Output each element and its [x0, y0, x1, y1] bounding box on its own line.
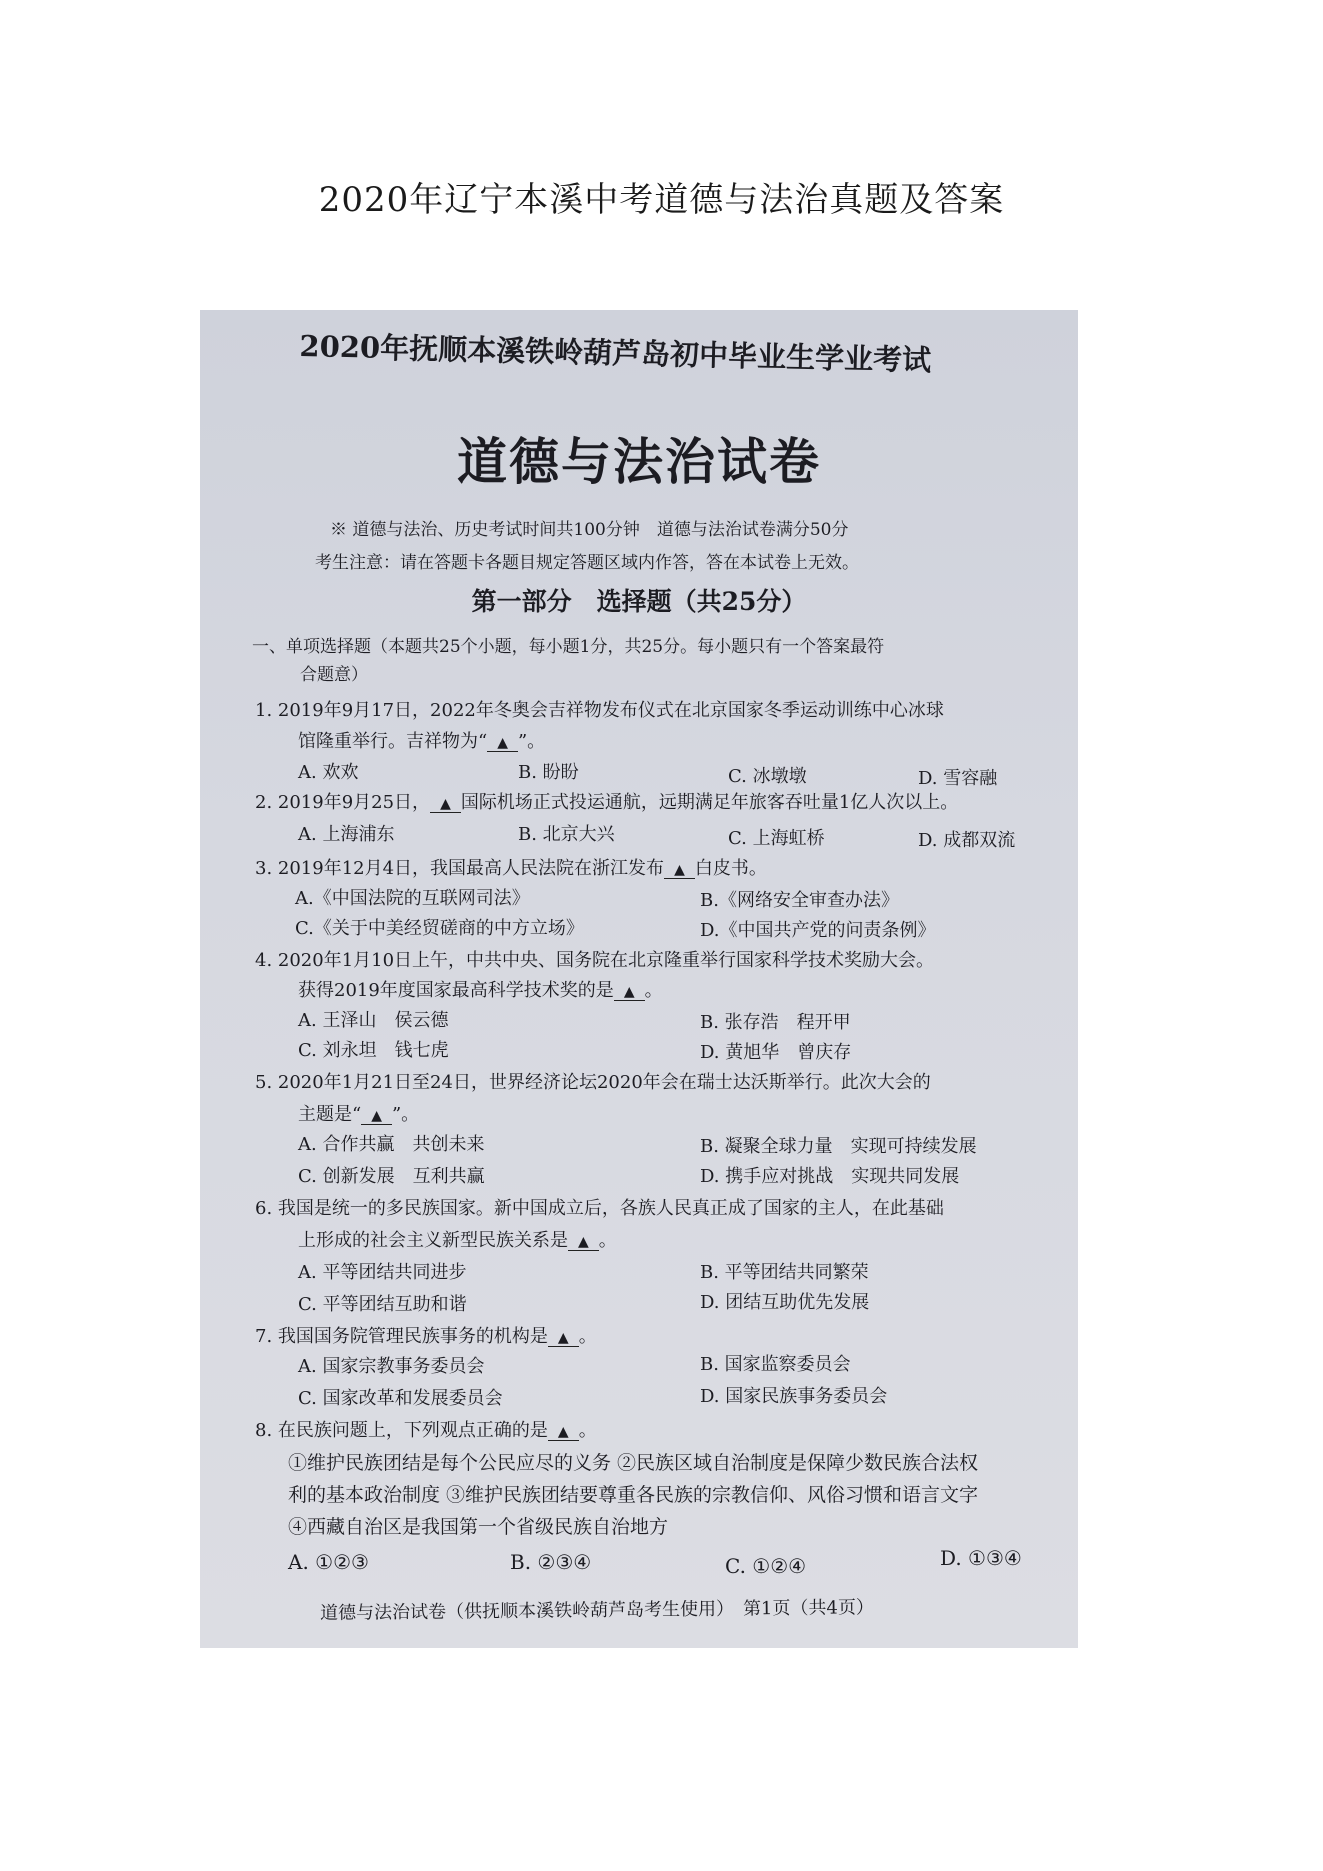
option: A. 平等团结共同进步: [298, 1262, 467, 1283]
question-text: 。: [578, 1420, 597, 1441]
instruction-line: 合题意）: [300, 665, 368, 685]
option: A. 合作共赢 共创未来: [298, 1134, 485, 1155]
question-7: [255, 1322, 597, 1348]
option: B. 凝聚全球力量 实现可持续发展: [700, 1136, 977, 1157]
question-5: 5. 2020年1月21日至24日，世界经济论坛2020年会在瑞士达沃斯举行。此次大会的: [255, 1072, 931, 1093]
question-4-cont: [298, 976, 663, 1002]
section-heading: 第一部分 选择题（共25分）: [471, 587, 807, 616]
option: D. 黄旭华 曾庆存: [700, 1042, 852, 1063]
option: B. 北京大兴: [518, 824, 615, 845]
question-3: [255, 854, 767, 880]
question-text: 7. 我国国务院管理民族事务的机构是: [255, 1326, 548, 1347]
option: D. 团结互助优先发展: [700, 1292, 870, 1313]
answer-blank: ▲: [548, 1330, 579, 1347]
answer-blank: ▲: [614, 984, 645, 1001]
option: B. 平等团结共同繁荣: [700, 1262, 869, 1283]
option: C. 创新发展 互利共赢: [298, 1166, 485, 1187]
question-text: 上形成的社会主义新型民族关系是: [298, 1230, 568, 1251]
option: B. ②③④: [510, 1550, 592, 1574]
question-text: ”。: [517, 731, 546, 752]
answer-blank: ▲: [568, 1234, 599, 1251]
answer-blank: ▲: [430, 796, 461, 813]
option: B. 国家监察委员会: [700, 1354, 851, 1375]
exam-header: 2020年抚顺本溪铁岭葫芦岛初中毕业生学业考试: [299, 328, 932, 378]
document-title: 2020年辽宁本溪中考道德与法治真题及答案: [318, 180, 1005, 220]
option: C. 刘永坦 钱七虎: [298, 1040, 449, 1061]
question-text: 。: [598, 1230, 617, 1251]
exam-note-caution: 考生注意：请在答题卡各题目规定答题区域内作答，答在本试卷上无效。: [315, 553, 859, 573]
question-text: 2. 2019年9月25日，: [255, 792, 431, 813]
answer-blank: ▲: [487, 735, 518, 752]
page-footer: 道德与法治试卷（供抚顺本溪铁岭葫芦岛考生使用） 第1页（共4页）: [319, 1597, 875, 1624]
option: B. 张存浩 程开甲: [700, 1012, 851, 1033]
question-text: 。: [578, 1326, 597, 1347]
option: D. ①③④: [940, 1546, 1022, 1570]
option: A. 欢欢: [298, 762, 359, 783]
question-text: 白皮书。: [694, 858, 767, 879]
exam-paper-photo: [200, 310, 1078, 1648]
option: C.《关于中美经贸磋商的中方立场》: [295, 918, 584, 939]
option: C. 冰墩墩: [728, 766, 807, 787]
option: D. 成都双流: [918, 830, 1016, 851]
answer-blank: ▲: [664, 862, 695, 879]
option: A. 王泽山 侯云德: [298, 1010, 449, 1031]
question-text: 获得2019年度国家最高科学技术奖的是: [298, 980, 614, 1001]
question-6: 6. 我国是统一的多民族国家。新中国成立后，各族人民真正成了国家的主人，在此基础: [255, 1198, 944, 1219]
question-text: ”。: [391, 1104, 420, 1125]
question-2: [255, 788, 958, 814]
answer-blank: ▲: [361, 1108, 392, 1125]
option: D. 国家民族事务委员会: [700, 1386, 888, 1407]
question-6-cont: [298, 1226, 617, 1252]
option: C. 上海虹桥: [728, 828, 825, 849]
question-text: 馆隆重举行。吉祥物为“: [298, 731, 488, 752]
question-8-statement: 利的基本政治制度 ③维护民族团结要尊重各民族的宗教信仰、风俗习惯和语言文字: [288, 1484, 979, 1506]
option: D.《中国共产党的问责条例》: [700, 920, 936, 941]
question-8-statement: ④西藏自治区是我国第一个省级民族自治地方: [288, 1516, 669, 1538]
question-text: 。: [644, 980, 663, 1001]
option: B.《网络安全审查办法》: [700, 890, 899, 911]
question-1-cont: [298, 727, 545, 753]
option: B. 盼盼: [518, 762, 579, 783]
option: C. 国家改革和发展委员会: [298, 1388, 503, 1409]
option: D. 携手应对挑战 实现共同发展: [700, 1166, 960, 1187]
question-text: 8. 在民族问题上，下列观点正确的是: [255, 1420, 548, 1441]
question-text: 3. 2019年12月4日，我国最高人民法院在浙江发布: [255, 858, 665, 879]
answer-blank: ▲: [548, 1424, 579, 1441]
question-text: 国际机场正式投运通航，远期满足年旅客吞吐量1亿人次以上。: [460, 792, 959, 813]
option: A. 国家宗教事务委员会: [298, 1356, 485, 1377]
instruction-line: 一、单项选择题（本题共25个小题，每小题1分，共25分。每小题只有一个答案最符: [252, 637, 885, 657]
question-8: [255, 1416, 597, 1442]
option: A. ①②③: [288, 1550, 369, 1574]
option: C. ①②④: [725, 1554, 807, 1578]
exam-note-time: ※ 道德与法治、历史考试时间共100分钟 道德与法治试卷满分50分: [330, 520, 849, 540]
option: A. 上海浦东: [298, 824, 395, 845]
question-text: 主题是“: [298, 1104, 362, 1125]
question-4: 4. 2020年1月10日上午，中共中央、国务院在北京隆重举行国家科学技术奖励大会。: [255, 950, 935, 971]
question-1: 1. 2019年9月17日，2022年冬奥会吉祥物发布仪式在北京国家冬季运动训练中心冰球: [255, 700, 944, 721]
question-8-statement: ①维护民族团结是每个公民应尽的义务 ②民族区域自治制度是保障少数民族合法权: [288, 1452, 979, 1474]
option: D. 雪容融: [918, 768, 998, 789]
question-5-cont: [298, 1100, 419, 1126]
option: C. 平等团结互助和谐: [298, 1294, 467, 1315]
exam-title: 道德与法治试卷: [457, 432, 821, 491]
option: A.《中国法院的互联网司法》: [295, 888, 530, 909]
